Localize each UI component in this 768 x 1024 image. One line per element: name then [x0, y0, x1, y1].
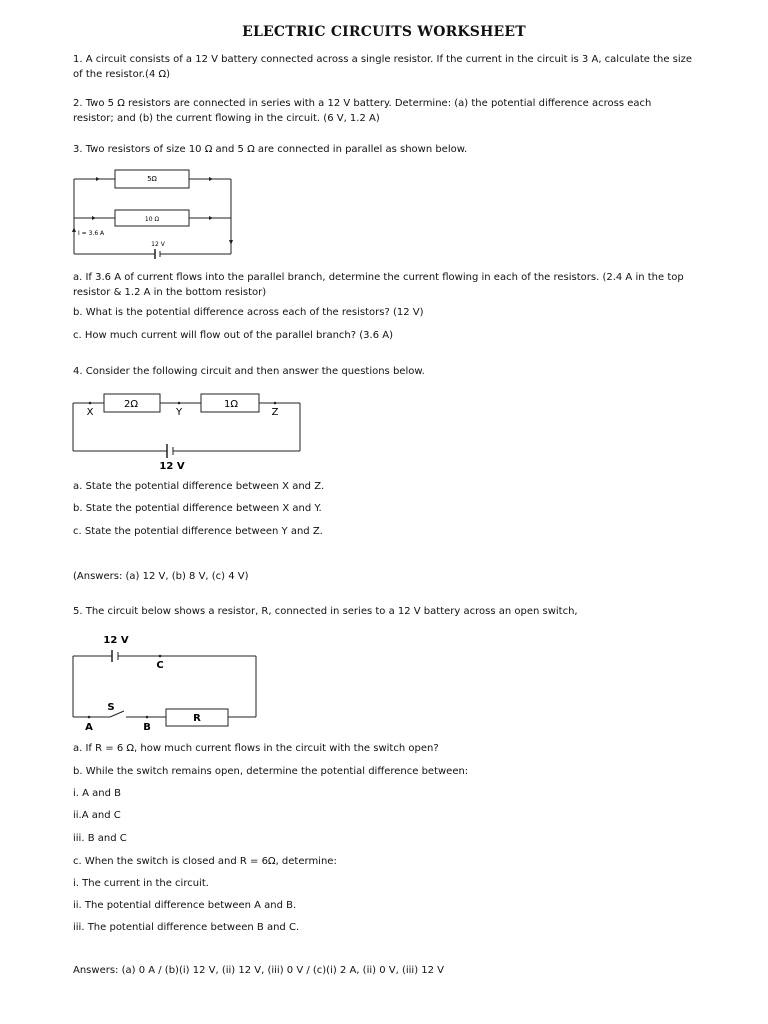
label-battery-12v: 12 V [159, 461, 185, 472]
question-5-answers: Answers: (a) 0 A / (b)(i) 12 V, (ii) 12 V, (iii) 0 V / (c)(i) 2 A, (ii) 0 V, (iii) 12 V [73, 965, 445, 976]
question-5b: b. While the switch remains open, determine the potential difference between: [73, 766, 469, 777]
question-5b-i: i. A and B [73, 788, 122, 799]
question-1: 1. A circuit consists of a 12 V battery connected across a single resistor. If the current in the circuit is 3 A, calculate the size of the resistor.(4 Ω) [73, 54, 696, 80]
question-5: 5. The circuit below shows a resistor, R, connected in series to a 12 V battery across an open switch, [73, 606, 578, 617]
question-4c: c. State the potential difference between Y and Z. [73, 526, 323, 537]
question-5c-ii: ii. The potential difference between A and B. [73, 900, 297, 911]
label-y: Y [175, 407, 183, 418]
label-x: X [86, 407, 94, 418]
resistor-5-ohm [115, 170, 189, 188]
resistor-10-ohm [115, 210, 189, 226]
label-10-ohm: 10 Ω [144, 216, 160, 223]
question-5a: a. If R = 6 Ω, how much current flows in the circuit with the switch open? [73, 743, 439, 754]
question-3c: c. How much current will flow out of the parallel branch? (3.6 A) [73, 330, 393, 341]
label-2-ohm: 2Ω [123, 399, 139, 410]
question-5b-iii: iii. B and C [73, 833, 127, 844]
worksheet-title: ELECTRIC CIRCUITS WORKSHEET [242, 24, 526, 40]
label-battery-12v: 12 V [151, 241, 165, 248]
question-4b: b. State the potential difference between X and Y. [73, 503, 322, 514]
question-2: 2. Two 5 Ω resistors are connected in series with a 12 V battery. Determine: (a) the potential difference across each resistor; and (b) the current flowing in the circuit. (6 V, 1.2 A) [73, 98, 655, 124]
question-5c-i: i. The current in the circuit. [73, 878, 209, 889]
question-5c-iii: iii. The potential difference between B and C. [73, 922, 300, 933]
label-battery-12v: 12 V [103, 635, 129, 646]
label-1-ohm: 1Ω [223, 399, 239, 410]
question-4-answers: (Answers: (a) 12 V, (b) 8 V, (c) 4 V) [73, 571, 249, 582]
label-switch-s: S [107, 702, 115, 713]
label-b: B [143, 722, 151, 733]
label-z: Z [271, 407, 279, 418]
question-3b: b. What is the potential difference across each of the resistors? (12 V) [73, 307, 424, 318]
question-4a: a. State the potential difference between X and Z. [73, 481, 325, 492]
question-3: 3. Two resistors of size 10 Ω and 5 Ω are connected in parallel as shown below. [73, 144, 468, 155]
question-4: 4. Consider the following circuit and then answer the questions below. [73, 366, 425, 377]
question-5b-ii: ii.A and C [73, 810, 121, 821]
label-c: C [156, 660, 164, 671]
question-5c: c. When the switch is closed and R = 6Ω, determine: [73, 856, 337, 867]
label-current: I = 3.6 A [78, 230, 105, 237]
label-a: A [85, 722, 93, 733]
question-3a: a. If 3.6 A of current flows into the parallel branch, determine the current flowing in each of the resistors. (2.4 A in the top resistor & 1.2 A in the bottom resistor) [73, 272, 687, 298]
label-5-ohm: 5Ω [147, 175, 157, 183]
label-r: R [193, 713, 201, 724]
